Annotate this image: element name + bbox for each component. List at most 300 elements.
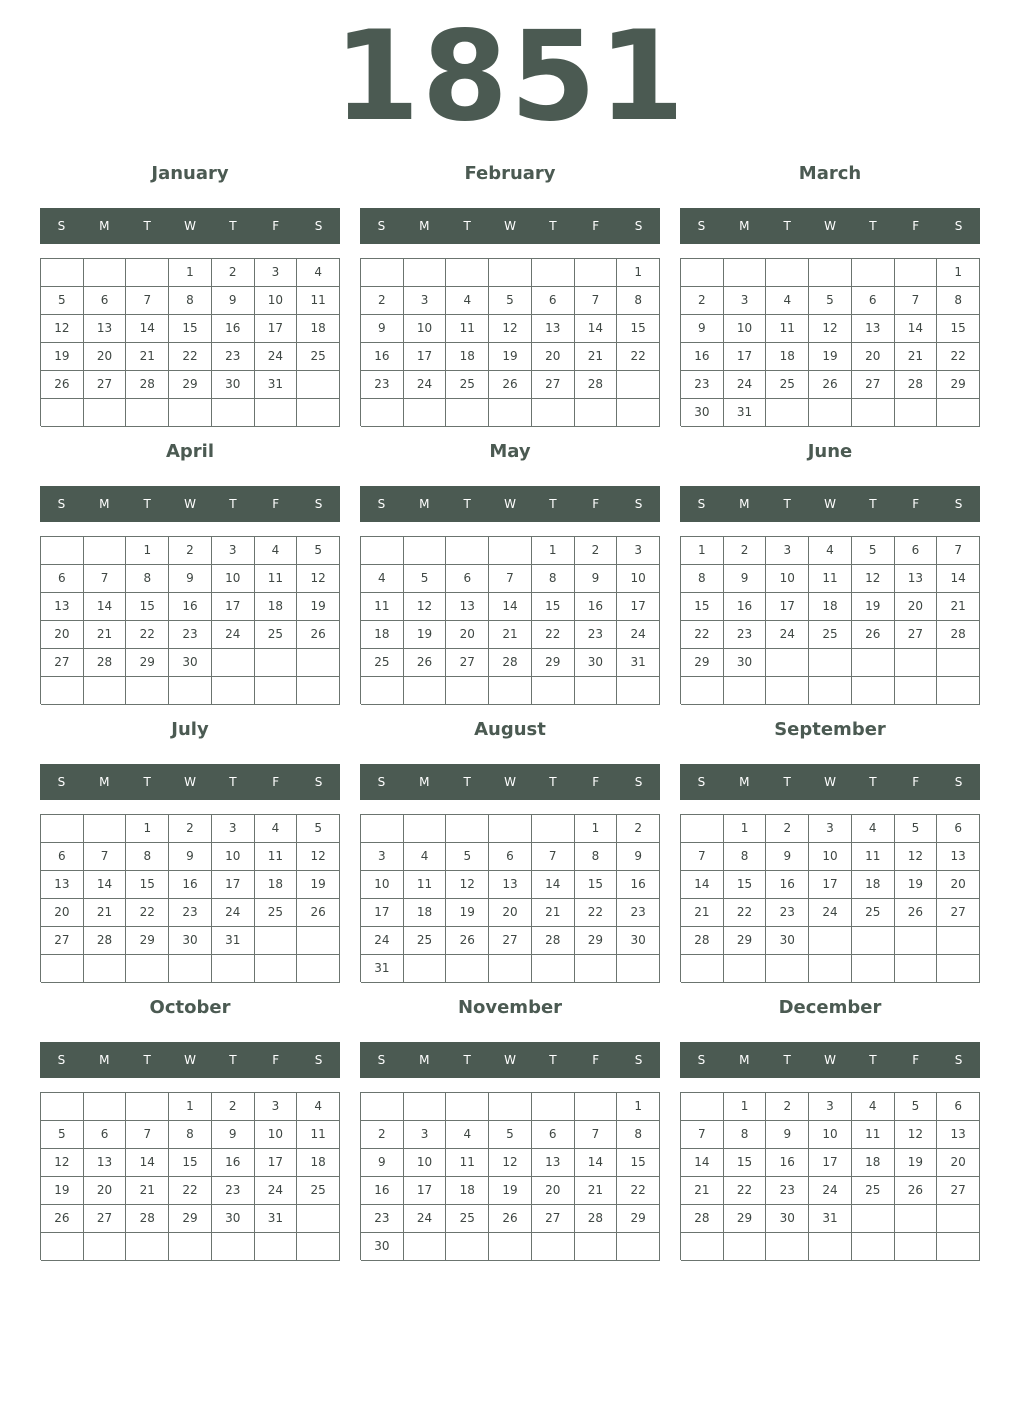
empty-cell: [681, 259, 724, 287]
day-cell: 20: [41, 621, 84, 649]
day-grid: [680, 536, 980, 704]
empty-cell: [84, 1093, 127, 1121]
day-cell: 12: [809, 315, 852, 343]
month-title: November: [457, 997, 563, 1018]
weekday-label: S: [377, 219, 386, 233]
day-cell: 29: [575, 927, 618, 955]
day-cell: 20: [532, 1177, 575, 1205]
day-cell: 5: [895, 815, 938, 843]
weekday-label: W: [824, 775, 836, 789]
empty-cell: [489, 399, 532, 427]
empty-cell: [766, 1233, 809, 1261]
weekday-label: F: [912, 1053, 920, 1067]
weekday-label: T: [463, 497, 471, 511]
day-cell: 26: [41, 1205, 84, 1233]
day-cell: 27: [852, 371, 895, 399]
day-cell: 7: [126, 1121, 169, 1149]
day-cell: 24: [212, 899, 255, 927]
day-cell: 14: [575, 1149, 618, 1177]
day-cell: 23: [212, 1177, 255, 1205]
day-cell: 3: [212, 815, 255, 843]
day-cell: 30: [724, 649, 767, 677]
weekday-label: T: [229, 219, 237, 233]
day-grid: [40, 536, 340, 704]
day-cell: 1: [681, 537, 724, 565]
empty-cell: [404, 259, 447, 287]
day-cell: 10: [809, 843, 852, 871]
day-cell: 8: [575, 843, 618, 871]
day-cell: 23: [617, 899, 660, 927]
day-cell: 4: [404, 843, 447, 871]
day-cell: 23: [681, 371, 724, 399]
day-cell: 31: [361, 955, 404, 983]
day-cell: 7: [532, 843, 575, 871]
empty-cell: [361, 677, 404, 705]
empty-cell: [809, 677, 852, 705]
weekday-label: T: [143, 497, 151, 511]
weekday-label: W: [504, 1053, 516, 1067]
day-cell: 20: [489, 899, 532, 927]
weekday-label: F: [592, 775, 600, 789]
day-cell: 24: [724, 371, 767, 399]
day-cell: 2: [766, 1093, 809, 1121]
empty-cell: [297, 927, 340, 955]
weekday-label: S: [697, 497, 706, 511]
weekday-label: S: [377, 1053, 386, 1067]
day-cell: 12: [41, 315, 84, 343]
day-cell: 12: [895, 843, 938, 871]
empty-cell: [404, 815, 447, 843]
day-cell: 17: [617, 593, 660, 621]
day-cell: 28: [575, 1205, 618, 1233]
day-cell: 16: [766, 871, 809, 899]
day-cell: 20: [895, 593, 938, 621]
day-cell: 24: [404, 1205, 447, 1233]
day-cell: 7: [84, 565, 127, 593]
day-cell: 28: [681, 1205, 724, 1233]
day-cell: 16: [212, 1149, 255, 1177]
day-cell: 16: [681, 343, 724, 371]
empty-cell: [84, 537, 127, 565]
day-grid: [40, 814, 340, 982]
weekday-label: T: [229, 775, 237, 789]
day-cell: 2: [212, 259, 255, 287]
day-cell: 30: [766, 1205, 809, 1233]
empty-cell: [617, 371, 660, 399]
day-cell: 8: [937, 287, 980, 315]
day-cell: 3: [404, 287, 447, 315]
empty-cell: [532, 677, 575, 705]
day-cell: 9: [212, 287, 255, 315]
weekday-label: S: [634, 219, 643, 233]
day-cell: 23: [361, 1205, 404, 1233]
empty-cell: [489, 1233, 532, 1261]
day-cell: 14: [489, 593, 532, 621]
empty-cell: [937, 649, 980, 677]
day-cell: 22: [532, 621, 575, 649]
day-cell: 19: [41, 1177, 84, 1205]
empty-cell: [212, 677, 255, 705]
day-cell: 11: [446, 1149, 489, 1177]
day-cell: 4: [255, 815, 298, 843]
day-cell: 9: [617, 843, 660, 871]
empty-cell: [895, 1205, 938, 1233]
weekday-label: S: [954, 775, 963, 789]
empty-cell: [766, 399, 809, 427]
weekday-label: T: [229, 497, 237, 511]
day-cell: 5: [489, 1121, 532, 1149]
empty-cell: [84, 1233, 127, 1261]
empty-cell: [84, 259, 127, 287]
day-cell: 14: [681, 871, 724, 899]
day-cell: 1: [575, 815, 618, 843]
weekday-label: M: [99, 1053, 110, 1067]
empty-cell: [169, 955, 212, 983]
empty-cell: [937, 955, 980, 983]
weekday-label: F: [912, 497, 920, 511]
day-cell: 7: [575, 1121, 618, 1149]
day-cell: 3: [361, 843, 404, 871]
day-cell: 15: [169, 1149, 212, 1177]
day-cell: 10: [361, 871, 404, 899]
empty-cell: [41, 537, 84, 565]
empty-cell: [809, 1233, 852, 1261]
day-cell: 7: [681, 843, 724, 871]
day-cell: 1: [617, 1093, 660, 1121]
weekday-label: W: [824, 1053, 836, 1067]
day-cell: 2: [766, 815, 809, 843]
empty-cell: [404, 1093, 447, 1121]
weekday-label: T: [783, 497, 791, 511]
weekday-label: M: [99, 497, 110, 511]
empty-cell: [212, 399, 255, 427]
day-cell: 28: [126, 1205, 169, 1233]
empty-cell: [126, 399, 169, 427]
day-cell: 5: [41, 287, 84, 315]
day-cell: 4: [809, 537, 852, 565]
day-cell: 4: [446, 287, 489, 315]
empty-cell: [766, 955, 809, 983]
weekday-header: [680, 486, 980, 522]
weekday-label: W: [824, 219, 836, 233]
day-cell: 21: [895, 343, 938, 371]
day-cell: 28: [489, 649, 532, 677]
weekday-label: T: [463, 775, 471, 789]
empty-cell: [895, 927, 938, 955]
day-cell: 11: [404, 871, 447, 899]
day-cell: 3: [255, 259, 298, 287]
day-cell: 6: [532, 1121, 575, 1149]
day-cell: 9: [681, 315, 724, 343]
day-cell: 23: [724, 621, 767, 649]
day-cell: 6: [446, 565, 489, 593]
day-cell: 9: [212, 1121, 255, 1149]
day-cell: 22: [724, 899, 767, 927]
day-cell: 13: [852, 315, 895, 343]
day-cell: 29: [169, 1205, 212, 1233]
empty-cell: [446, 399, 489, 427]
day-cell: 19: [404, 621, 447, 649]
day-cell: 3: [766, 537, 809, 565]
empty-cell: [937, 1233, 980, 1261]
day-cell: 29: [532, 649, 575, 677]
weekday-label: S: [954, 219, 963, 233]
day-grid: [680, 1092, 980, 1260]
day-cell: 28: [84, 649, 127, 677]
empty-cell: [681, 1093, 724, 1121]
day-cell: 18: [446, 1177, 489, 1205]
day-cell: 14: [937, 565, 980, 593]
day-cell: 11: [766, 315, 809, 343]
empty-cell: [126, 955, 169, 983]
weekday-label: S: [314, 775, 323, 789]
day-cell: 28: [126, 371, 169, 399]
weekday-label: T: [463, 219, 471, 233]
empty-cell: [532, 955, 575, 983]
weekday-label: M: [419, 1053, 430, 1067]
day-cell: 22: [937, 343, 980, 371]
empty-cell: [446, 1233, 489, 1261]
day-cell: 10: [724, 315, 767, 343]
weekday-label: S: [314, 497, 323, 511]
day-cell: 27: [41, 927, 84, 955]
day-cell: 26: [895, 899, 938, 927]
day-cell: 16: [724, 593, 767, 621]
weekday-header: [360, 486, 660, 522]
empty-cell: [41, 677, 84, 705]
month-title: October: [149, 997, 231, 1018]
day-cell: 28: [84, 927, 127, 955]
day-cell: 29: [617, 1205, 660, 1233]
empty-cell: [169, 1233, 212, 1261]
empty-cell: [489, 677, 532, 705]
day-cell: 5: [895, 1093, 938, 1121]
day-cell: 17: [361, 899, 404, 927]
day-cell: 2: [361, 287, 404, 315]
day-cell: 31: [617, 649, 660, 677]
empty-cell: [297, 1233, 340, 1261]
day-cell: 24: [404, 371, 447, 399]
weekday-label: T: [549, 775, 557, 789]
empty-cell: [255, 1233, 298, 1261]
weekday-label: M: [739, 775, 750, 789]
day-cell: 24: [809, 1177, 852, 1205]
day-cell: 24: [212, 621, 255, 649]
weekday-label: M: [99, 775, 110, 789]
day-cell: 4: [255, 537, 298, 565]
weekday-header: [680, 208, 980, 244]
empty-cell: [575, 1093, 618, 1121]
empty-cell: [361, 537, 404, 565]
day-cell: 19: [489, 343, 532, 371]
empty-cell: [809, 399, 852, 427]
day-cell: 12: [489, 315, 532, 343]
weekday-header: [40, 764, 340, 800]
day-cell: 15: [126, 871, 169, 899]
empty-cell: [297, 955, 340, 983]
day-cell: 8: [724, 1121, 767, 1149]
day-cell: 25: [297, 343, 340, 371]
empty-cell: [361, 399, 404, 427]
weekday-label: T: [549, 219, 557, 233]
day-cell: 19: [41, 343, 84, 371]
day-cell: 10: [766, 565, 809, 593]
weekday-header: [360, 764, 660, 800]
day-cell: 16: [169, 593, 212, 621]
day-cell: 27: [41, 649, 84, 677]
weekday-label: F: [592, 219, 600, 233]
empty-cell: [169, 399, 212, 427]
empty-cell: [41, 259, 84, 287]
day-cell: 26: [297, 899, 340, 927]
day-cell: 19: [297, 871, 340, 899]
month-title: March: [798, 163, 862, 184]
day-cell: 3: [212, 537, 255, 565]
day-cell: 15: [575, 871, 618, 899]
day-cell: 18: [255, 593, 298, 621]
empty-cell: [937, 399, 980, 427]
day-cell: 3: [255, 1093, 298, 1121]
empty-cell: [297, 1205, 340, 1233]
empty-cell: [617, 955, 660, 983]
weekday-label: M: [99, 219, 110, 233]
empty-cell: [126, 259, 169, 287]
day-cell: 15: [681, 593, 724, 621]
day-cell: 29: [724, 927, 767, 955]
weekday-label: F: [592, 1053, 600, 1067]
day-cell: 6: [41, 565, 84, 593]
weekday-label: S: [697, 1053, 706, 1067]
day-cell: 3: [404, 1121, 447, 1149]
empty-cell: [489, 259, 532, 287]
day-cell: 6: [532, 287, 575, 315]
empty-cell: [41, 815, 84, 843]
day-cell: 13: [84, 1149, 127, 1177]
month-title: December: [778, 997, 882, 1018]
day-cell: 20: [532, 343, 575, 371]
day-cell: 18: [297, 1149, 340, 1177]
empty-cell: [255, 927, 298, 955]
day-cell: 11: [297, 1121, 340, 1149]
day-cell: 22: [617, 343, 660, 371]
day-cell: 30: [617, 927, 660, 955]
weekday-label: M: [739, 497, 750, 511]
day-cell: 17: [404, 1177, 447, 1205]
day-cell: 3: [617, 537, 660, 565]
day-cell: 22: [126, 621, 169, 649]
day-cell: 17: [404, 343, 447, 371]
day-cell: 4: [297, 259, 340, 287]
empty-cell: [532, 1093, 575, 1121]
day-cell: 30: [212, 371, 255, 399]
day-cell: 20: [937, 871, 980, 899]
weekday-label: F: [592, 497, 600, 511]
empty-cell: [532, 259, 575, 287]
day-cell: 23: [169, 899, 212, 927]
day-cell: 16: [169, 871, 212, 899]
day-cell: 13: [41, 593, 84, 621]
empty-cell: [489, 815, 532, 843]
day-cell: 8: [169, 1121, 212, 1149]
weekday-label: F: [272, 1053, 280, 1067]
day-cell: 13: [489, 871, 532, 899]
day-cell: 19: [852, 593, 895, 621]
day-cell: 18: [809, 593, 852, 621]
day-cell: 1: [169, 1093, 212, 1121]
day-cell: 6: [489, 843, 532, 871]
month-title: May: [489, 441, 531, 462]
empty-cell: [297, 649, 340, 677]
day-cell: 23: [169, 621, 212, 649]
empty-cell: [361, 815, 404, 843]
day-cell: 28: [575, 371, 618, 399]
day-cell: 26: [809, 371, 852, 399]
month-title: September: [774, 719, 886, 740]
empty-cell: [489, 1093, 532, 1121]
empty-cell: [895, 677, 938, 705]
month-title: January: [151, 163, 229, 184]
day-cell: 8: [681, 565, 724, 593]
day-cell: 1: [937, 259, 980, 287]
weekday-label: F: [272, 497, 280, 511]
empty-cell: [169, 677, 212, 705]
day-cell: 5: [297, 815, 340, 843]
empty-cell: [297, 677, 340, 705]
empty-cell: [809, 955, 852, 983]
weekday-label: T: [783, 775, 791, 789]
day-cell: 8: [617, 287, 660, 315]
day-cell: 13: [84, 315, 127, 343]
empty-cell: [404, 537, 447, 565]
weekday-label: T: [783, 219, 791, 233]
empty-cell: [895, 955, 938, 983]
weekday-header: [360, 208, 660, 244]
weekday-label: M: [739, 1053, 750, 1067]
day-cell: 13: [937, 843, 980, 871]
empty-cell: [617, 399, 660, 427]
day-cell: 28: [532, 927, 575, 955]
empty-cell: [895, 649, 938, 677]
day-cell: 17: [766, 593, 809, 621]
day-cell: 7: [895, 287, 938, 315]
empty-cell: [809, 649, 852, 677]
day-cell: 14: [895, 315, 938, 343]
day-cell: 10: [404, 1149, 447, 1177]
weekday-label: S: [57, 219, 66, 233]
empty-cell: [617, 1233, 660, 1261]
empty-cell: [446, 955, 489, 983]
day-cell: 9: [169, 565, 212, 593]
day-cell: 7: [126, 287, 169, 315]
weekday-label: M: [419, 775, 430, 789]
day-cell: 30: [169, 649, 212, 677]
day-cell: 6: [937, 1093, 980, 1121]
day-cell: 19: [489, 1177, 532, 1205]
empty-cell: [255, 955, 298, 983]
day-cell: 5: [404, 565, 447, 593]
empty-cell: [446, 815, 489, 843]
day-cell: 27: [84, 1205, 127, 1233]
empty-cell: [852, 1205, 895, 1233]
empty-cell: [809, 259, 852, 287]
day-cell: 13: [532, 315, 575, 343]
day-cell: 30: [766, 927, 809, 955]
empty-cell: [297, 399, 340, 427]
day-cell: 22: [169, 343, 212, 371]
empty-cell: [895, 399, 938, 427]
empty-cell: [84, 815, 127, 843]
day-cell: 29: [937, 371, 980, 399]
